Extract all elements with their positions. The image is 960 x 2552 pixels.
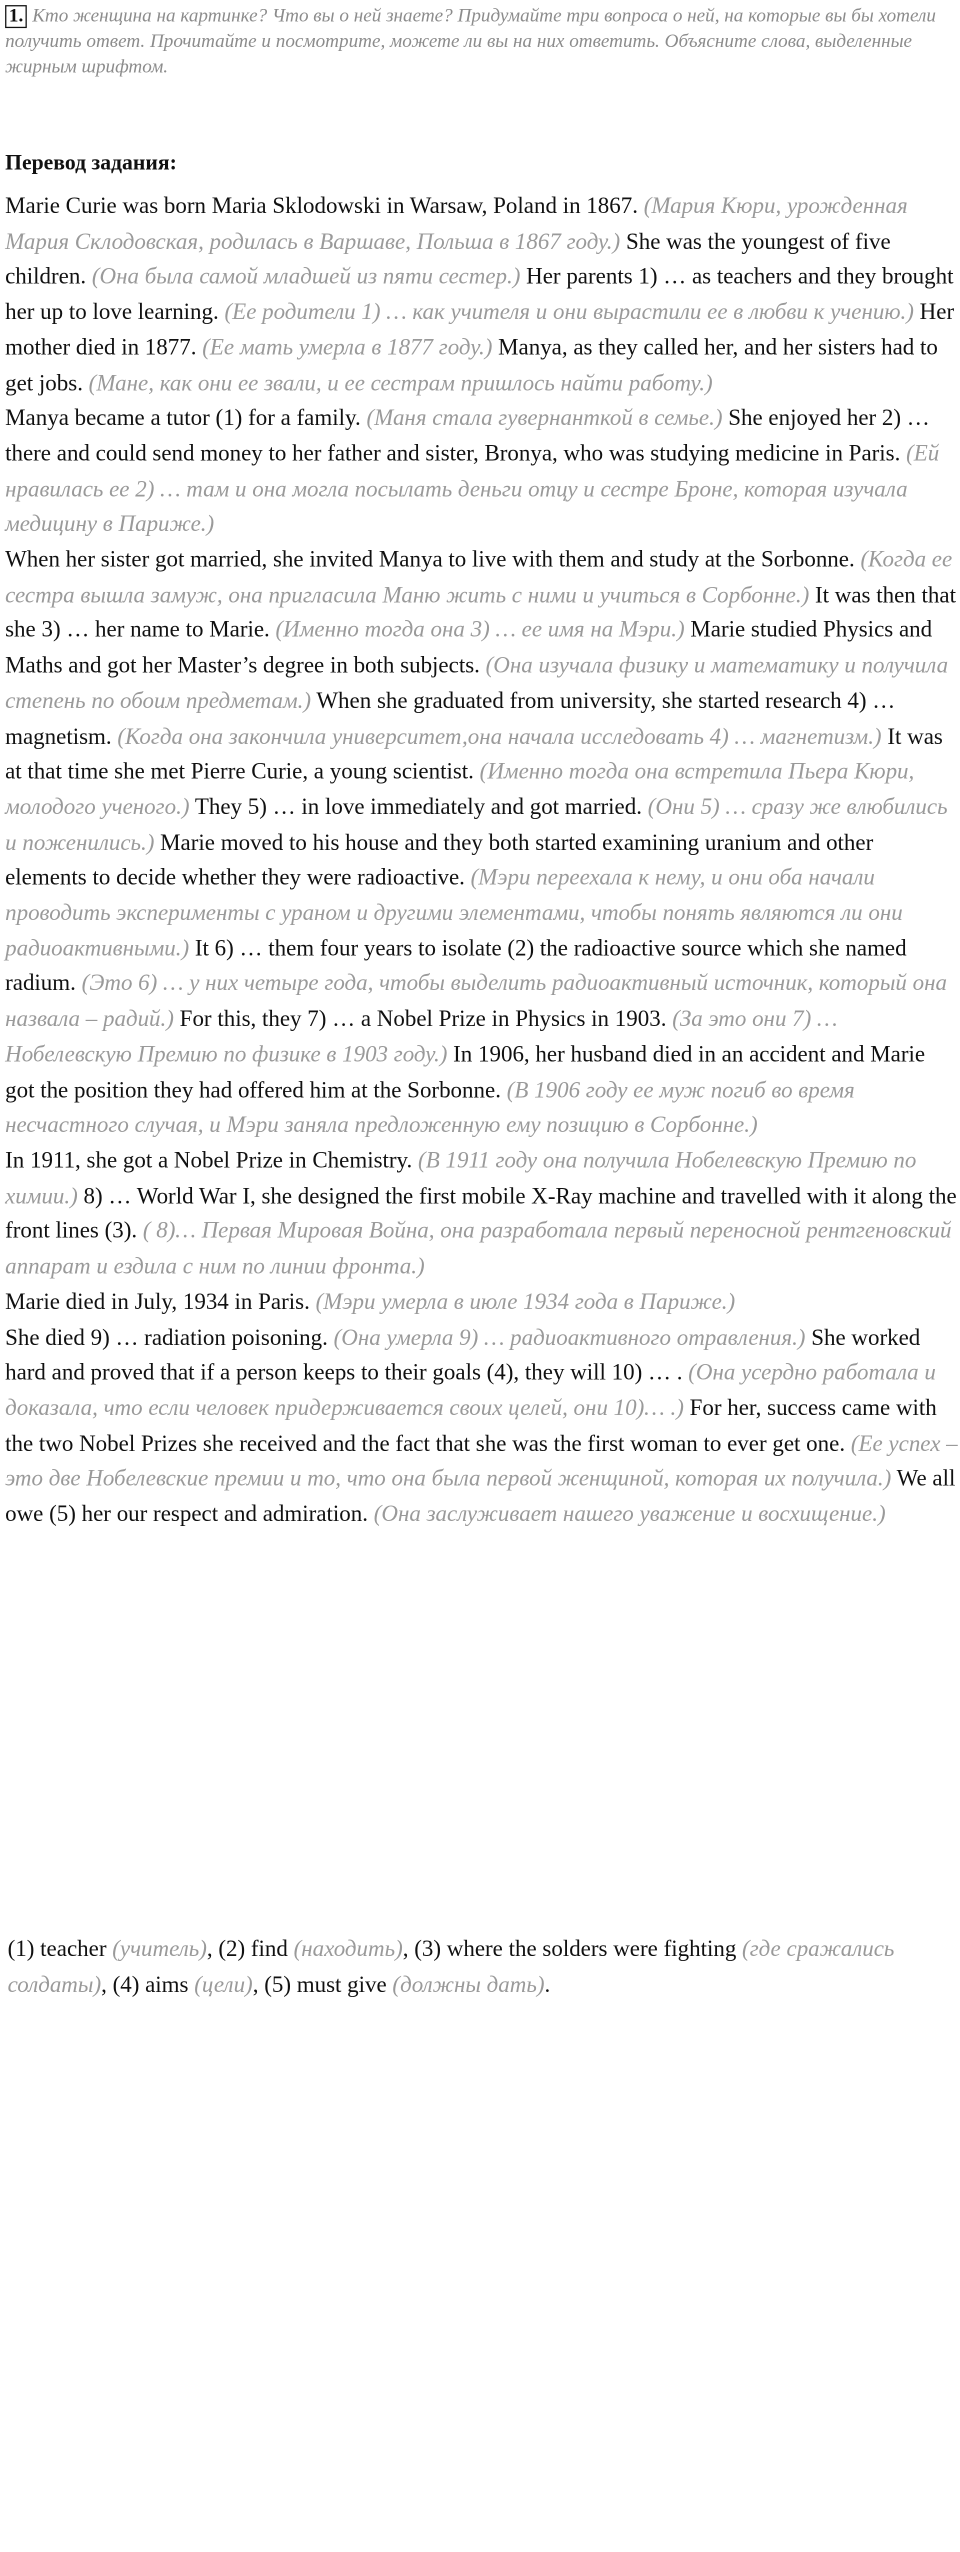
sentence-russian-translation: (Ее родители 1) … как учителя и они вырастили ее в любви к учению.)	[224, 298, 914, 325]
vocab-translation: (где сражались солдаты)	[7, 1935, 895, 1997]
sentence-english: It was then that she 3) … her name to Marie.	[5, 581, 956, 643]
vocab-term: (2) find	[218, 1935, 288, 1962]
sentence-english: It was at that time she met Pierre Curie, a young scientist.	[5, 722, 943, 784]
vocab-translation: (должны дать)	[392, 1971, 545, 1997]
vocab-term: (5) must give	[264, 1971, 387, 1997]
sentence-english: She enjoyed her 2) … there and could send money to her father and sister, Bronya, who was studying medicine in Paris.	[5, 404, 930, 466]
sentence-english: They 5) … in love immediately and got married.	[194, 793, 642, 820]
sentence-russian-translation: (В 1911 году она получила Нобелевскую Премию по химии.)	[5, 1147, 917, 1208]
sentence-english: In 1906, her husband died in an accident and Marie got the position they had offered him at the Sorbonne.	[5, 1041, 926, 1102]
sentence-russian-translation: (Она умерла 9) … радиоактивного отравления.)	[333, 1323, 806, 1350]
sentence-russian-translation: (В 1906 году ее муж погиб во время несчастного случая, и Мэри заняла предложенную ему позицию в Сорбонне.)	[5, 1076, 855, 1138]
sentence-english: Marie studied Physics and Maths and got her Master’s degree in both subjects.	[5, 616, 933, 678]
vocab-translation: (цели)	[194, 1971, 253, 1997]
sentence-english: Marie died in July, 1934 in Paris.	[5, 1288, 310, 1315]
sentence-english: For her, success came with the two Nobel Prizes she received and the fact that she was the first woman to ever get one.	[5, 1394, 937, 1456]
sentence-russian-translation: (Мэри переехала к нему, и они оба начали проводить эксперименты с ураном и другими элементами, чтобы понять являются ли они радиоактивными.)	[5, 864, 903, 961]
sentence-english: Marie moved to his house and they both started examining uranium and other elements to decide whether they were radioactive.	[5, 828, 874, 890]
task-number: 1.	[5, 5, 27, 28]
task-instruction	[5, 4, 954, 81]
vocab-term: (4) aims	[112, 1971, 189, 1997]
translation-heading: Перевод задания:	[5, 150, 177, 175]
paragraph	[5, 1320, 959, 1532]
sentence-russian-translation: (Именно тогда она 3) … ее имя на Мэри.)	[275, 616, 685, 643]
sentence-russian-translation: (Маня стала гувернанткой в семье.)	[366, 404, 723, 431]
paragraph	[5, 1143, 959, 1284]
sentence-english: She was the youngest of five children.	[5, 228, 891, 289]
sentence-russian-translation: (Она была самой младшей из пяти сестер.)	[91, 263, 521, 289]
sentence-english: She died 9) … radiation poisoning.	[5, 1323, 328, 1350]
sentence-english: When her sister got married, she invited Manya to live with them and study at the Sorbonne.	[5, 546, 855, 572]
sentence-russian-translation: (Ей нравилась ее 2) … там и она могла посылать деньги отцу и сестре Броне, которая изучала медицину в Париже.)	[5, 440, 940, 537]
sentence-english: Manya became a tutor (1) for a family.	[5, 404, 361, 431]
task-instruction-text: Кто женщина на картинке? Что вы о ней знаете? Придумайте три вопроса о ней, на которые вы бы хотели получить ответ. Прочитайте и посмотрите, можете ли вы на них ответить. Объясните слова, выделенные жирным шрифтом.	[5, 6, 936, 78]
vocab-term: (1) teacher	[7, 1935, 107, 1962]
sentence-russian-translation: (Когда ее сестра вышла замуж, она пригласила Маню жить с ними и учиться в Сорбонне.)	[5, 546, 953, 608]
vocab-translation: (находить)	[293, 1935, 403, 1962]
vocabulary-list: (1) teacher (учитель), (2) find (находить), (3) where the solders were fighting (где сражались солдаты), (4) aims (цели), (5) must give (должны дать).	[7, 1935, 895, 1997]
vocab-term: (3) where the solders were fighting	[414, 1935, 737, 1962]
sentence-russian-translation: (Мане, как они ее звали, и ее сестрам пришлось найти работу.)	[88, 369, 713, 395]
sentence-english: When she graduated from university, she started research 4) … magnetism.	[5, 687, 896, 749]
sentence-russian-translation: ( 8)… Первая Мировая Война, она разработала первый переносной рентгеновский аппарат и ездила с ним по линии фронта.)	[5, 1217, 952, 1279]
sentence-russian-translation: (Это 6) … у них четыре года, чтобы выделить радиоактивный источник, который она назвала – радий.)	[5, 970, 947, 1032]
sentence-english: It 6) … them four years to isolate (2) the radioactive source which she named radium.	[5, 935, 907, 996]
sentence-russian-translation: (Ее мать умерла в 1877 году.)	[202, 334, 493, 360]
sentence-english: Marie Curie was born Maria Sklodowski in Warsaw, Poland in 1867.	[5, 192, 638, 219]
vocab-translation: (учитель)	[112, 1935, 207, 1962]
sentence-english: Her parents 1) … as teachers and they brought her up to love learning.	[5, 263, 954, 325]
sentence-russian-translation: (Именно тогда она встретила Пьера Кюри, молодого ученого.)	[5, 758, 915, 820]
sentence-russian-translation: (Ее успех – это две Нобелевские премии и то, что она была первой женщиной, которая их получила.)	[5, 1429, 958, 1491]
paragraph	[5, 542, 959, 1143]
sentence-russian-translation: (Она изучала физику и математику и получила степень по обоим предметам.)	[5, 652, 949, 714]
sentence-english: We all owe (5) her our respect and admiration.	[5, 1465, 956, 1527]
sentence-russian-translation: (За это они 7) … Нобелевскую Премию по физике в 1903 году.)	[5, 1005, 838, 1067]
sentence-english: Manya, as they called her, and her sisters had to get jobs.	[5, 334, 938, 395]
sentence-english: She worked hard and proved that if a person keeps to their goals (4), they will 10) … .	[5, 1323, 921, 1385]
sentence-english: In 1911, she got a Nobel Prize in Chemistry.	[5, 1147, 413, 1173]
sentence-russian-translation: (Она усердно работала и доказала, что если человек придерживается своих целей, они 10)… .)	[5, 1359, 936, 1421]
paragraph	[5, 401, 959, 542]
paragraph	[5, 1285, 959, 1320]
paragraph	[5, 189, 959, 401]
main-text	[5, 189, 959, 1532]
sentence-english: Her mother died in 1877.	[5, 298, 955, 360]
sentence-english: For this, they 7) … a Nobel Prize in Physics in 1903.	[179, 1005, 667, 1032]
sentence-russian-translation: (Мария Кюри, урожденная Мария Склодовская, родилась в Варшаве, Польша в 1867 году.)	[5, 192, 908, 254]
sentence-russian-translation: (Они 5) … сразу же влюбились и поженились.)	[5, 793, 948, 855]
sentence-russian-translation: (Мэри умерла в июле 1934 года в Париже.)	[315, 1288, 736, 1315]
sentence-russian-translation: (Она заслуживает нашего уважение и восхищение.)	[373, 1500, 886, 1527]
sentence-russian-translation: (Когда она закончила университет,она начала исследовать 4) … магнетизм.)	[117, 722, 882, 749]
sentence-english: 8) … World War I, she designed the first mobile X-Ray machine and travelled with it along the front lines (3).	[5, 1182, 957, 1244]
